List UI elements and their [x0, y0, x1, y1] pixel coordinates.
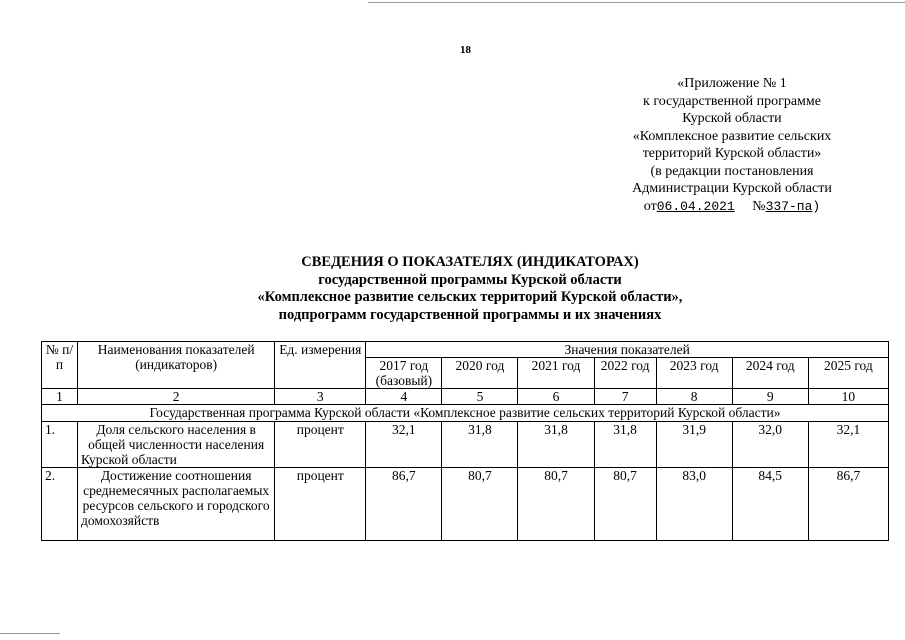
row-value: 31,8: [594, 422, 656, 468]
row-value: 80,7: [442, 468, 518, 541]
decree-number: 337-па: [765, 198, 813, 214]
row-unit: процент: [275, 468, 366, 541]
header-row: [42, 342, 889, 358]
header-year: 2020 год: [442, 358, 518, 389]
heading-line: государственной программы Курской области: [318, 271, 622, 288]
header-year: 2022 год: [594, 358, 656, 389]
header-year: 2017 год (базовый): [366, 358, 442, 389]
row-value: 31,9: [656, 422, 732, 468]
heading-line: подпрограмм государственной программы и их значениях: [278, 306, 662, 323]
column-number: 1: [42, 389, 78, 405]
row-value: 86,7: [366, 468, 442, 541]
row-value: 31,8: [442, 422, 518, 468]
header-values-group: Значения показателей: [366, 342, 889, 358]
row-value: 32,1: [808, 422, 888, 468]
header-year: 2023 год: [656, 358, 732, 389]
header-year: 2024 год: [732, 358, 808, 389]
row-num: 2.: [42, 468, 78, 541]
signoff-line: [612, 198, 852, 216]
appendix-line: (в редакции постановления: [650, 163, 814, 179]
column-number: 2: [78, 389, 275, 405]
appendix-line: к государственной программе: [643, 93, 821, 109]
appendix-line: территорий Курской области»: [642, 146, 822, 161]
column-number: 9: [732, 389, 808, 405]
bottom-rule: [0, 633, 60, 634]
appendix-block: [612, 75, 852, 215]
row-name: Достижение соотношения среднемесячных располагаемых ресурсов сельского и городского домохозяйств: [78, 468, 275, 541]
row-num: 1.: [42, 422, 78, 468]
column-numbers-row: [42, 389, 889, 405]
table-row: [42, 468, 889, 541]
column-number: 4: [366, 389, 442, 405]
decree-date: 06.04.2021: [656, 198, 735, 214]
header-name: Наименования показателей (индикаторов): [78, 342, 275, 389]
header-year: 2025 год: [808, 358, 888, 389]
from-label: от: [643, 198, 657, 214]
appendix-line: «Приложение № 1: [677, 76, 787, 91]
heading-line: «Комплексное развитие сельских территорий Курской области»,: [257, 289, 683, 306]
row-value: 32,0: [732, 422, 808, 468]
appendix-line: Администрации Курской области: [632, 181, 832, 196]
row-value: 32,1: [366, 422, 442, 468]
appendix-line: «Комплексное развитие сельских: [632, 128, 832, 144]
number-label: №: [752, 198, 766, 214]
table-row: [42, 422, 889, 468]
row-value: 83,0: [656, 468, 732, 541]
column-number: 10: [808, 389, 888, 405]
closing-paren: ): [812, 198, 821, 214]
column-number: 5: [442, 389, 518, 405]
column-number: 7: [594, 389, 656, 405]
row-value: 31,8: [518, 422, 594, 468]
top-rule: [368, 2, 905, 3]
heading-title: СВЕДЕНИЯ О ПОКАЗАТЕЛЯХ (ИНДИКАТОРАХ): [301, 254, 639, 270]
row-value: 86,7: [808, 468, 888, 541]
appendix-line: Курской области: [682, 111, 782, 126]
header-num: № п/п: [42, 342, 78, 389]
header-year: 2021 год: [518, 358, 594, 389]
row-unit: процент: [275, 422, 366, 468]
row-name: Доля сельского населения в общей численности населения Курской области: [78, 422, 275, 468]
column-number: 3: [275, 389, 366, 405]
row-value: 80,7: [594, 468, 656, 541]
document-heading: [180, 254, 760, 324]
column-number: 6: [518, 389, 594, 405]
indicators-table: [41, 341, 889, 541]
row-value: 84,5: [732, 468, 808, 541]
row-value: 80,7: [518, 468, 594, 541]
column-number: 8: [656, 389, 732, 405]
page-number: 18: [460, 44, 471, 56]
program-title: Государственная программа Курской области «Комплексное развитие сельских территорий Курской области»: [42, 405, 889, 422]
header-unit: Ед. измерения: [275, 342, 366, 389]
program-row: [42, 405, 889, 422]
